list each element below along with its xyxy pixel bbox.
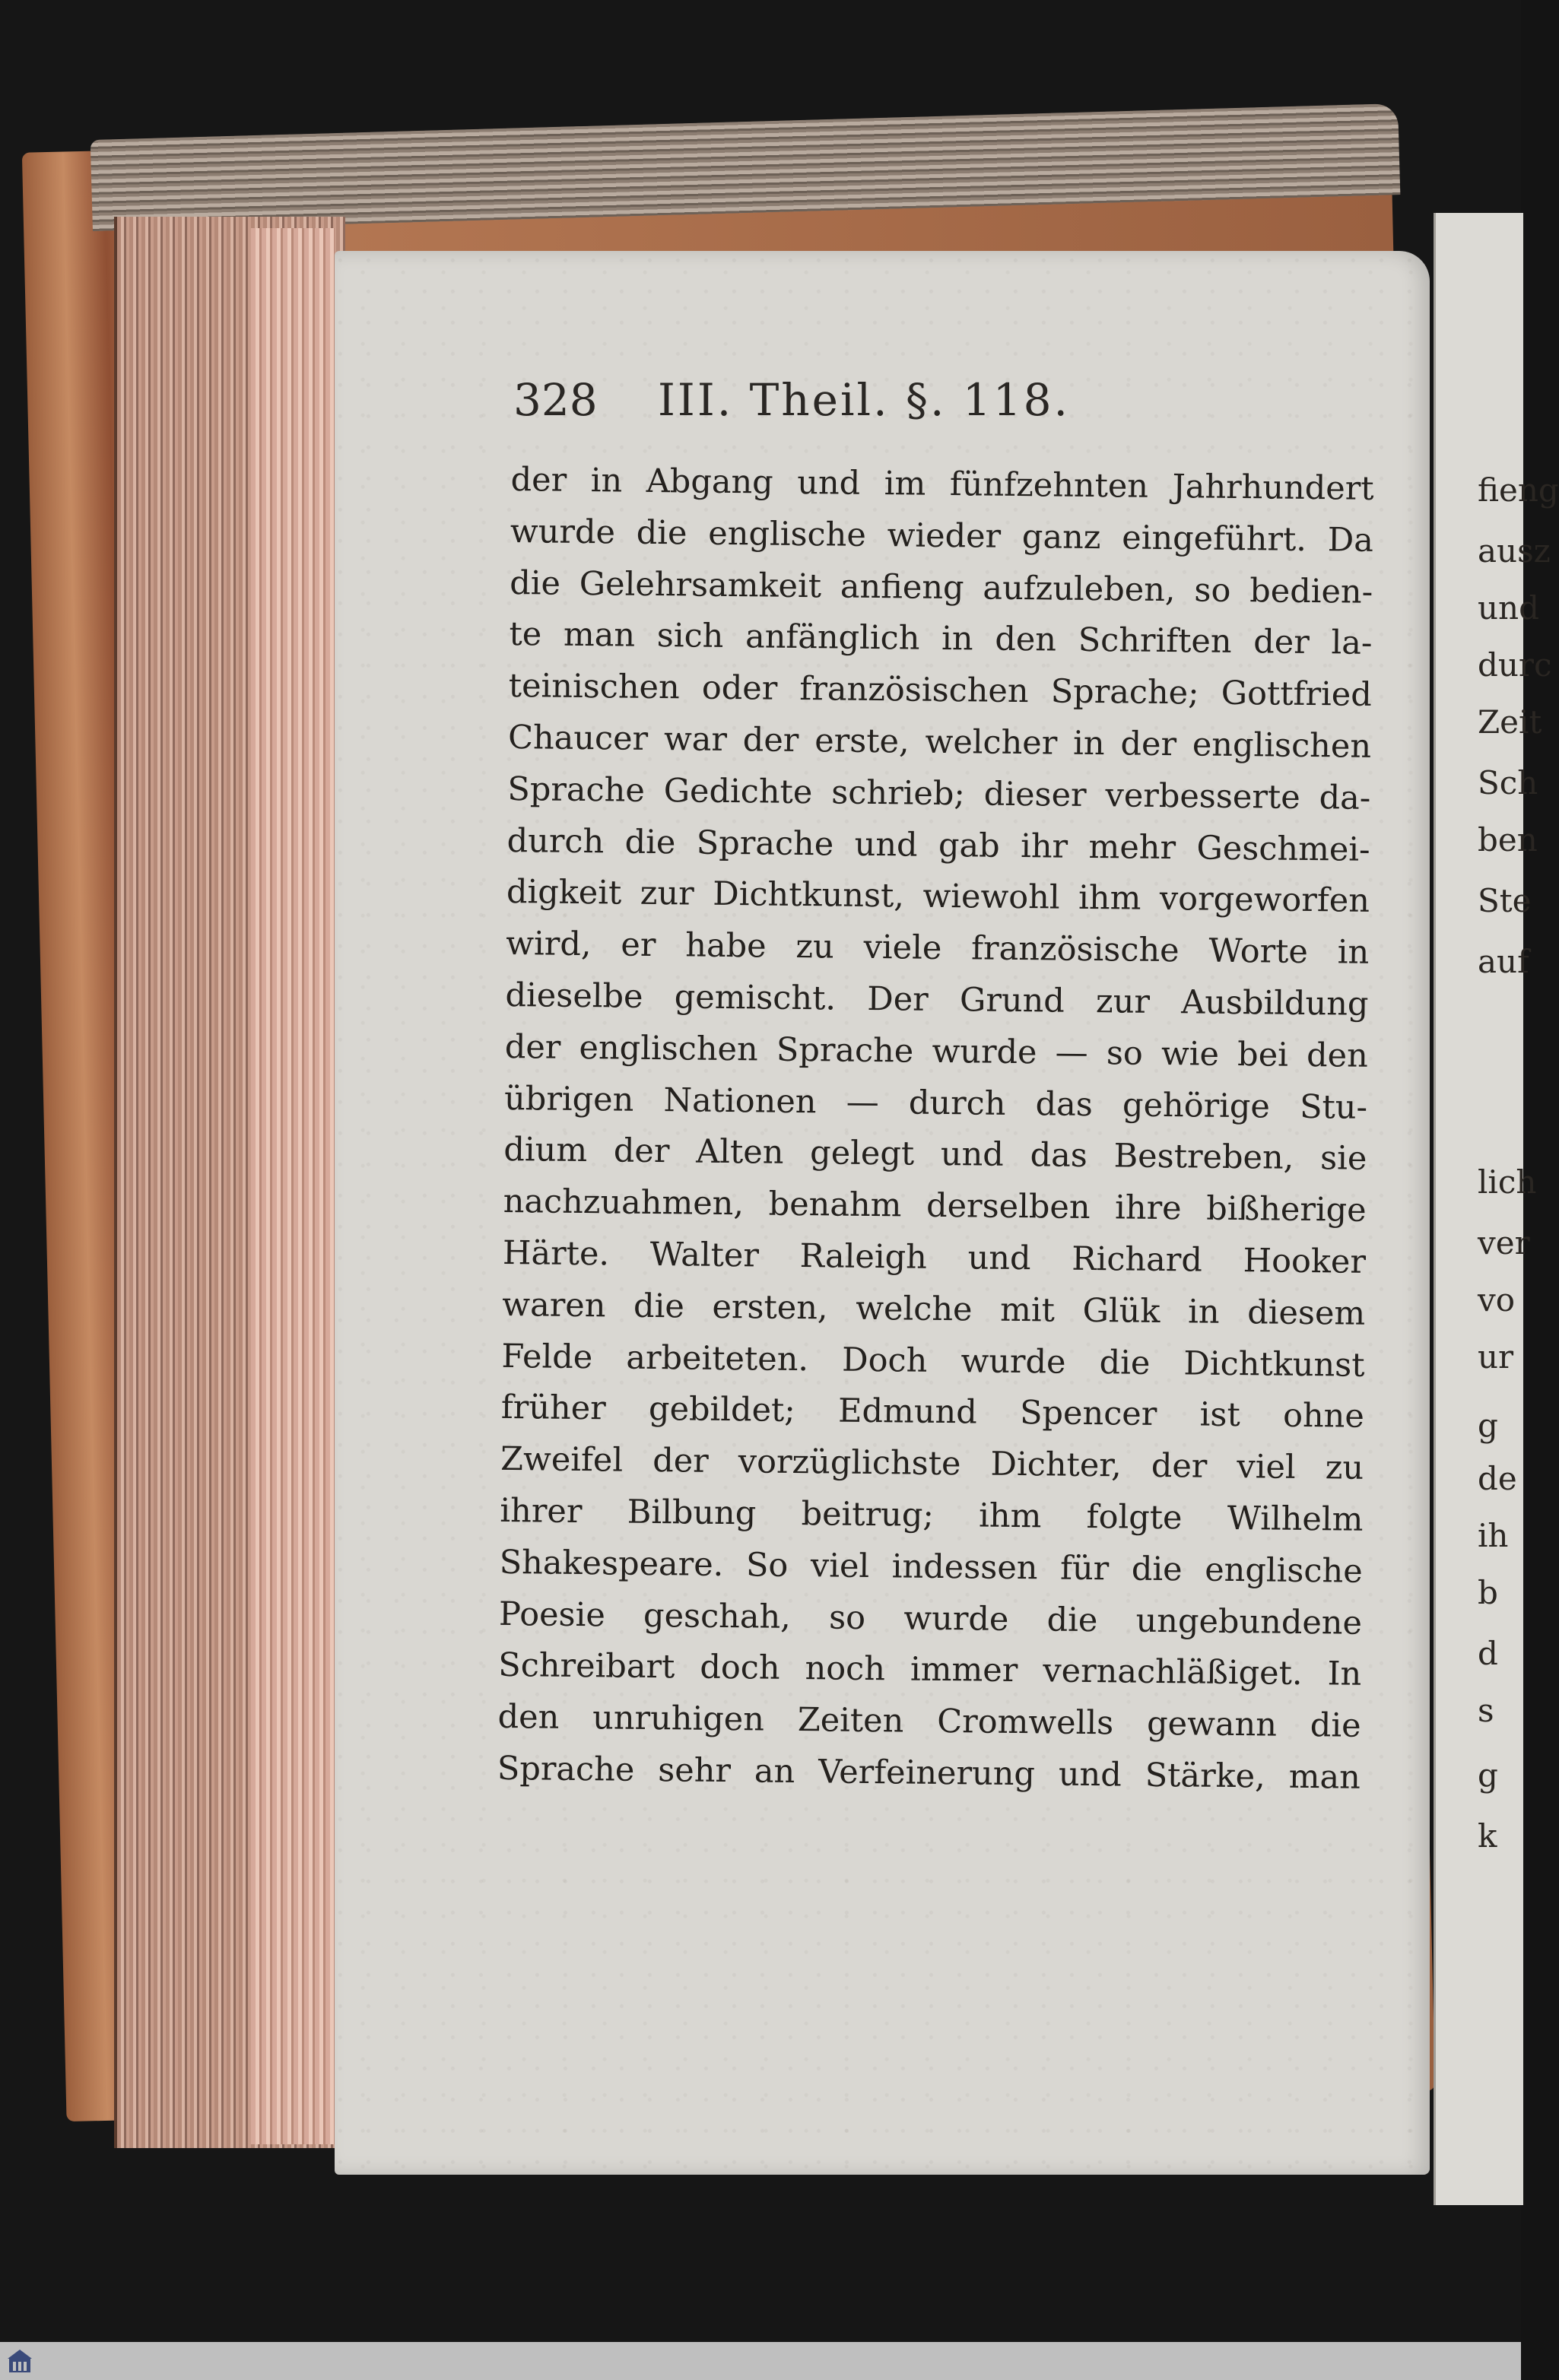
facing-page-fragment: fieng bbox=[1478, 471, 1559, 509]
text-line: dium der Alten gelegt und das Bestreben, sie bbox=[503, 1131, 1367, 1179]
text-line: der englischen Sprache wurde — so wie bei den bbox=[504, 1027, 1369, 1075]
text-line: dieselbe gemischt. Der Grund zur Ausbildung bbox=[505, 976, 1369, 1023]
text-line: die Gelehrsamkeit anfieng aufzuleben, so bedien- bbox=[509, 563, 1373, 611]
text-line: waren die ersten, welche mit Glük in diesem bbox=[502, 1285, 1366, 1333]
facing-page-fragment: ih bbox=[1478, 1517, 1509, 1554]
facing-page-fragment: d bbox=[1478, 1635, 1498, 1672]
text-line: nachzuahmen, benahm derselben ihre bißherige bbox=[503, 1182, 1367, 1230]
facing-page-fragment: b bbox=[1478, 1574, 1498, 1611]
facing-page-fragment: g bbox=[1478, 1756, 1498, 1794]
facing-page-fragment: k bbox=[1478, 1817, 1497, 1855]
facing-page bbox=[1434, 213, 1523, 2205]
text-line: ihrer Bilbung beitrug; ihm folgte Wilhelm bbox=[500, 1491, 1364, 1539]
facing-page-fragment: lich bbox=[1478, 1163, 1537, 1201]
text-line: den unruhigen Zeiten Cromwells gewann die bbox=[497, 1698, 1361, 1745]
text-line: digkeit zur Dichtkunst, wiewohl ihm vorgeworfen bbox=[506, 873, 1370, 921]
facing-page-fragment: s bbox=[1478, 1692, 1494, 1729]
text-line: früher gebildet; Edmund Spencer ist ohne bbox=[500, 1388, 1365, 1436]
running-header bbox=[513, 374, 1167, 435]
text-line: Schreibart doch noch immer vernachläßiget. In bbox=[498, 1646, 1362, 1694]
text-line: teinischen oder französischen Sprache; Gottfried bbox=[508, 667, 1373, 715]
facing-page-fragment: ver bbox=[1478, 1224, 1530, 1261]
text-line: Sprache sehr an Verfeinerung und Stärke, man bbox=[497, 1749, 1361, 1797]
text-line: te man sich anfänglich in den Schriften der la- bbox=[509, 615, 1373, 663]
text-line: Härte. Walter Raleigh und Richard Hooker bbox=[502, 1233, 1367, 1281]
facing-page-fragment: de bbox=[1478, 1460, 1517, 1497]
facing-page-fragment: Zeit bbox=[1478, 703, 1542, 741]
body-text bbox=[497, 455, 1374, 1804]
text-line: wird, er habe zu viele französische Worte in bbox=[506, 925, 1370, 973]
text-line: Poesie geschah, so wurde die ungebundene bbox=[498, 1595, 1363, 1642]
facing-page-fragment: Sch bbox=[1478, 764, 1538, 801]
library-logo-icon bbox=[6, 2348, 33, 2375]
facing-page-fragment: durc bbox=[1478, 646, 1552, 684]
text-line: Felde arbeiteten. Doch wurde die Dichtkunst bbox=[501, 1337, 1365, 1385]
text-line: übrigen Nationen — durch das gehörige Stu- bbox=[503, 1079, 1368, 1127]
text-line: der in Abgang und im fünfzehnten Jahrhundert bbox=[510, 460, 1374, 508]
text-line: Shakespeare. So viel indessen für die englische bbox=[499, 1543, 1363, 1591]
book-page-stack bbox=[251, 228, 335, 2144]
section-title: III. Theil. §. 118. bbox=[658, 374, 1070, 426]
text-line: Zweifel der vorzüglichste Dichter, der viel zu bbox=[500, 1440, 1364, 1487]
text-line: Sprache Gedichte schrieb; dieser verbesserte da- bbox=[507, 770, 1371, 817]
facing-page-fragment: auf bbox=[1478, 943, 1529, 980]
facing-page-fragment: vo bbox=[1478, 1281, 1516, 1319]
text-line: durch die Sprache und gab ihr mehr Geschmei- bbox=[506, 821, 1370, 869]
facing-page-fragment: ausz bbox=[1478, 532, 1551, 570]
facing-page-fragment: Ste bbox=[1478, 882, 1532, 919]
facing-page-fragment: und bbox=[1478, 589, 1539, 627]
viewer-footer-bar bbox=[0, 2342, 1521, 2380]
facing-page-fragment: ben bbox=[1478, 821, 1538, 858]
text-line: Chaucer war der erste, welcher in der englischen bbox=[507, 718, 1372, 766]
text-line: wurde die englische wieder ganz eingeführt. Da bbox=[510, 512, 1374, 560]
facing-page-fragment: g bbox=[1478, 1407, 1498, 1444]
page-number: 328 bbox=[513, 374, 598, 426]
facing-page-fragment: ur bbox=[1478, 1338, 1514, 1376]
